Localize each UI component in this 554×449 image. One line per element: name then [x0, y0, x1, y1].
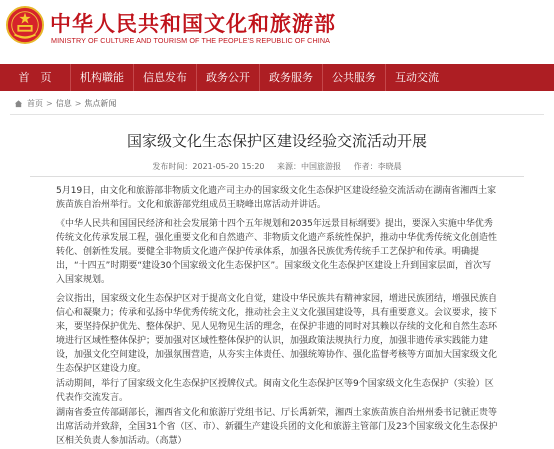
breadcrumb-separator: > — [46, 98, 53, 108]
nav-item-news[interactable]: 信息发布 — [143, 71, 187, 84]
nav-item-public-services[interactable]: 公共服务 — [332, 71, 376, 84]
breadcrumb-separator: > — [74, 98, 82, 108]
nav-item-gov-affairs[interactable]: 政务公开 — [206, 71, 250, 84]
breadcrumb — [14, 95, 116, 111]
nav-item-gov-services[interactable]: 政务服务 — [269, 71, 313, 84]
publish-time: 发布时间：2021-05-20 15:20 — [152, 162, 265, 171]
article-author: 作者：李晓晨 — [353, 162, 402, 171]
nav-item-interaction[interactable]: 互动交流 — [395, 71, 439, 84]
nav-item-organization[interactable]: 机构職能 — [80, 71, 124, 84]
breadcrumb-home-link[interactable]: 首页 — [27, 98, 43, 108]
site-header — [0, 0, 554, 62]
national-emblem-icon[interactable] — [6, 6, 44, 44]
site-title-english: MINISTRY OF CULTURE AND TOURISM OF THE PEOPLE'S REPUBLIC OF CHINA — [51, 36, 331, 45]
breadcrumb-current-link[interactable]: 焦点新闻 — [84, 98, 117, 108]
main-nav — [0, 64, 554, 91]
nav-item-home[interactable]: 首 页 — [18, 71, 52, 84]
breadcrumb-info-link[interactable]: 信息 — [55, 98, 72, 108]
site-title[interactable]: 中华人民共和国文化和旅游部 — [50, 11, 336, 36]
article-paragraph: 湖南省委宣传部副部长，湘西省文化和旅游厅党组书记、厅长禹新荣，湘西土家族苗族自治州州委书记虢正贵等出席活动并致辞，全国31个省（区、市）、新疆生产建设兵团的文化和旅游主管部门及23个国家级文化生态保护区相关负责人参加活动。（高慧） — [56, 408, 498, 446]
article-body — [56, 184, 498, 449]
meta-divider — [30, 176, 524, 177]
article-paragraph: 5月19日，由文化和旅游部非物质文化遗产司主办的国家级文化生态保护区建设经验交流活动在湖南省湘西土家族苗族自治州举行。文化和旅游部党组成员王晓峰出席活动并讲话。 — [56, 186, 497, 210]
article-title: 国家级文化生态保护区建设经验交流活动开展 — [126, 132, 427, 150]
article-paragraph: 《中华人民共和国国民经济和社会发展第十四个五年规划和2035年远景目标纲要》提出，要深入实施中华优秀传统文化传承发展工程，强化重要文化和自然遗产、非物质文化遗产系统性保护，推动中华优秀传统文化创造性转化、创新性发展。要健全非物质文化遗产保护传承体系，加强各民族优秀传统手工艺保护和传承。明确提出，“十四五”时期要“建设30个国家级文化生态保护区”。国家级文化生态保护区建设上升到国家层面，首次写入国家规划。 — [56, 219, 498, 285]
breadcrumb-divider — [10, 114, 544, 115]
article-paragraph: 活动期间，举行了国家级文化生态保护区授牌仪式。闽南文化生态保护区等9个国家级文化生态保护（实验）区代表作交流发言。 — [56, 379, 494, 403]
article-meta — [0, 161, 554, 172]
home-icon — [14, 99, 23, 108]
article-source: 来源：中国旅游报 — [277, 162, 342, 171]
article-paragraph: 会议指出，国家级文化生态保护区对于提高文化自觉，建设中华民族共有精神家园，增进民族团结，增强民族自信心和凝聚力；传承和弘扬中华优秀传统文化，推动社会主义文化强国建设等，具有重要意义。会议要求，接下来，要坚持保护优先、整体保护、见人见物见生活的理念，在保护非遗的同时对其赖以存续的文化和自然生态环境进行区域性整体保护；要加强对区域性整体保护的认识，加强政策法规执行力度，加强非遗传承实践能力建设，加强文化空间建设，加强氛围营造，从夯实主体责任、加强统筹协作、强化监督考核等方面加大国家级文化生态保护区建设力度。 — [56, 294, 498, 374]
